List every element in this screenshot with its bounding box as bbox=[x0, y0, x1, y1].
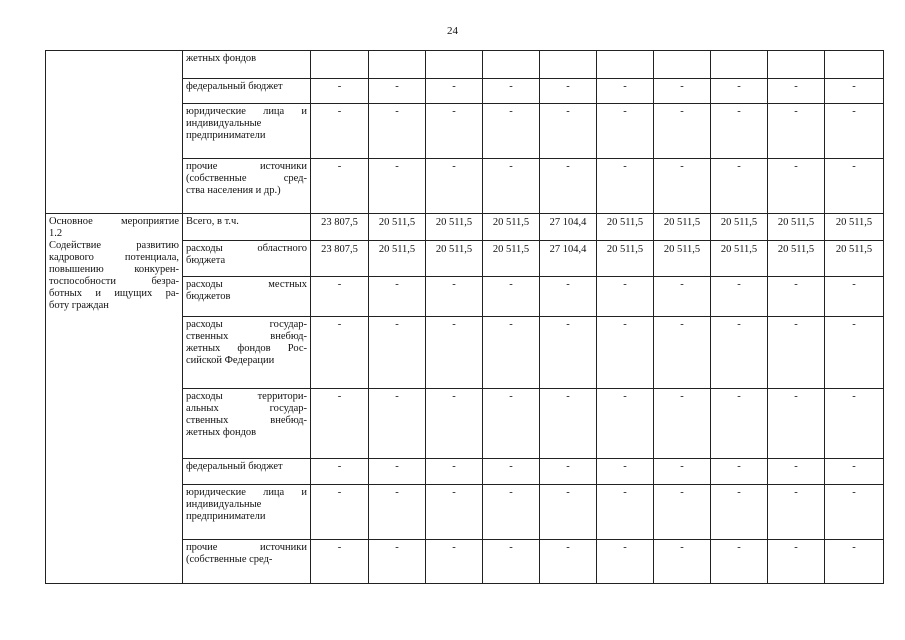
value-cell: 20 511,5 bbox=[768, 241, 825, 277]
value-cell: 20 511,5 bbox=[597, 241, 654, 277]
cell-line: расходы территори- bbox=[186, 391, 307, 402]
value-cell: - bbox=[426, 540, 483, 584]
value-cell: - bbox=[654, 317, 711, 389]
value-cell: - bbox=[825, 317, 884, 389]
value-cell bbox=[768, 51, 825, 79]
cell-line: Содействие развитию bbox=[49, 240, 179, 251]
value-cell: - bbox=[597, 459, 654, 485]
value-cell: - bbox=[825, 104, 884, 159]
cell-line: расходы государ- bbox=[186, 319, 307, 330]
value-cell: - bbox=[311, 159, 369, 214]
source-cell bbox=[183, 51, 311, 79]
value-cell: - bbox=[426, 485, 483, 540]
value-cell: 20 511,5 bbox=[426, 214, 483, 241]
value-cell: - bbox=[711, 104, 768, 159]
cell-line: боту граждан bbox=[49, 300, 109, 311]
value-cell bbox=[825, 51, 884, 79]
value-cell: - bbox=[483, 485, 540, 540]
cell-line: прочие источники bbox=[186, 161, 307, 172]
value-cell: - bbox=[654, 540, 711, 584]
value-cell: - bbox=[597, 159, 654, 214]
value-cell: - bbox=[768, 485, 825, 540]
value-cell: - bbox=[311, 389, 369, 459]
value-cell: 20 511,5 bbox=[483, 214, 540, 241]
cell-line: ственных внебюд- bbox=[186, 415, 307, 426]
value-cell: - bbox=[825, 277, 884, 317]
cell-line: кадрового потенциала, bbox=[49, 252, 179, 263]
value-cell: - bbox=[711, 277, 768, 317]
cell-line: жетных фондов Рос- bbox=[186, 343, 307, 354]
cell-line: тоспособности безра- bbox=[49, 276, 179, 287]
cell-line: ботных и ищущих ра- bbox=[49, 288, 179, 299]
value-cell: - bbox=[597, 540, 654, 584]
value-cell: - bbox=[311, 485, 369, 540]
cell-line: индивидуальные bbox=[186, 499, 262, 510]
source-cell bbox=[183, 277, 311, 317]
value-cell: - bbox=[426, 159, 483, 214]
value-cell: 20 511,5 bbox=[426, 241, 483, 277]
value-cell: - bbox=[711, 159, 768, 214]
value-cell: - bbox=[540, 540, 597, 584]
value-cell bbox=[597, 51, 654, 79]
cell-line: федеральный бюджет bbox=[186, 81, 283, 92]
value-cell: - bbox=[426, 389, 483, 459]
value-cell: 27 104,4 bbox=[540, 214, 597, 241]
value-cell: - bbox=[654, 485, 711, 540]
value-cell: 23 807,5 bbox=[311, 214, 369, 241]
cell-line: жетных фондов bbox=[186, 53, 257, 64]
value-cell: 20 511,5 bbox=[825, 214, 884, 241]
value-cell: - bbox=[654, 389, 711, 459]
cell-line: 1.2 bbox=[49, 228, 63, 239]
budget-table bbox=[45, 50, 884, 584]
value-cell: - bbox=[825, 540, 884, 584]
value-cell: 20 511,5 bbox=[654, 214, 711, 241]
cell-line: ственных внебюд- bbox=[186, 331, 307, 342]
activity-cell bbox=[46, 214, 183, 584]
value-cell: - bbox=[369, 317, 426, 389]
value-cell: - bbox=[369, 79, 426, 104]
value-cell bbox=[711, 51, 768, 79]
table-row bbox=[46, 51, 884, 79]
value-cell: - bbox=[311, 540, 369, 584]
value-cell: - bbox=[825, 159, 884, 214]
cell-line: Основное мероприятие bbox=[49, 216, 179, 227]
value-cell: - bbox=[711, 540, 768, 584]
value-cell: - bbox=[483, 317, 540, 389]
value-cell: - bbox=[711, 389, 768, 459]
value-cell: - bbox=[597, 389, 654, 459]
value-cell: - bbox=[311, 79, 369, 104]
value-cell: - bbox=[311, 104, 369, 159]
value-cell: 20 511,5 bbox=[483, 241, 540, 277]
value-cell: - bbox=[597, 317, 654, 389]
value-cell: - bbox=[654, 159, 711, 214]
value-cell: - bbox=[311, 277, 369, 317]
value-cell: 20 511,5 bbox=[654, 241, 711, 277]
cell-line: бюджета bbox=[186, 255, 226, 266]
value-cell: - bbox=[369, 540, 426, 584]
source-cell bbox=[183, 79, 311, 104]
value-cell: - bbox=[540, 485, 597, 540]
value-cell: - bbox=[426, 104, 483, 159]
value-cell: - bbox=[483, 104, 540, 159]
value-cell: - bbox=[711, 317, 768, 389]
value-cell: - bbox=[426, 277, 483, 317]
value-cell bbox=[311, 51, 369, 79]
value-cell: 20 511,5 bbox=[711, 214, 768, 241]
value-cell: 20 511,5 bbox=[369, 241, 426, 277]
value-cell: - bbox=[597, 485, 654, 540]
source-cell bbox=[183, 317, 311, 389]
value-cell: - bbox=[483, 540, 540, 584]
value-cell: - bbox=[483, 277, 540, 317]
value-cell: - bbox=[369, 277, 426, 317]
value-cell: - bbox=[483, 459, 540, 485]
value-cell: - bbox=[540, 104, 597, 159]
cell-line: юридические лица и bbox=[186, 106, 307, 117]
value-cell: 20 511,5 bbox=[597, 214, 654, 241]
source-cell bbox=[183, 159, 311, 214]
cell-line: (собственные сред- bbox=[186, 173, 307, 184]
value-cell: 20 511,5 bbox=[711, 241, 768, 277]
cell-line: федеральный бюджет bbox=[186, 461, 283, 472]
value-cell: - bbox=[540, 277, 597, 317]
cell-line: (собственные сред- bbox=[186, 554, 273, 565]
cell-line: альных государ- bbox=[186, 403, 307, 414]
value-cell: - bbox=[768, 79, 825, 104]
value-cell: - bbox=[540, 389, 597, 459]
value-cell: - bbox=[768, 104, 825, 159]
cell-line: бюджетов bbox=[186, 291, 231, 302]
value-cell: 20 511,5 bbox=[369, 214, 426, 241]
value-cell: - bbox=[483, 389, 540, 459]
cell-line: юридические лица и bbox=[186, 487, 307, 498]
cell-line: жетных фондов bbox=[186, 427, 257, 438]
source-cell bbox=[183, 389, 311, 459]
value-cell: - bbox=[369, 104, 426, 159]
value-cell: - bbox=[654, 277, 711, 317]
value-cell: - bbox=[768, 317, 825, 389]
activity-cell bbox=[46, 51, 183, 214]
cell-line: индивидуальные bbox=[186, 118, 262, 129]
value-cell: - bbox=[825, 79, 884, 104]
value-cell: - bbox=[825, 459, 884, 485]
cell-line: предприниматели bbox=[186, 511, 266, 522]
table-row bbox=[46, 214, 884, 241]
source-cell bbox=[183, 540, 311, 584]
value-cell bbox=[540, 51, 597, 79]
value-cell: 27 104,4 bbox=[540, 241, 597, 277]
value-cell: - bbox=[540, 79, 597, 104]
value-cell: - bbox=[540, 317, 597, 389]
value-cell: - bbox=[597, 104, 654, 159]
value-cell: - bbox=[369, 159, 426, 214]
value-cell: - bbox=[597, 277, 654, 317]
value-cell: - bbox=[426, 79, 483, 104]
value-cell: - bbox=[426, 317, 483, 389]
cell-line: Всего, в т.ч. bbox=[186, 216, 239, 227]
value-cell: - bbox=[540, 459, 597, 485]
value-cell: - bbox=[654, 459, 711, 485]
source-cell bbox=[183, 241, 311, 277]
value-cell: - bbox=[483, 79, 540, 104]
value-cell: 20 511,5 bbox=[768, 214, 825, 241]
source-cell bbox=[183, 485, 311, 540]
cell-line: предприниматели bbox=[186, 130, 266, 141]
table-body bbox=[46, 51, 884, 584]
cell-line: прочие источники bbox=[186, 542, 307, 553]
source-cell bbox=[183, 104, 311, 159]
value-cell: - bbox=[711, 459, 768, 485]
value-cell: - bbox=[597, 79, 654, 104]
value-cell bbox=[426, 51, 483, 79]
value-cell: - bbox=[654, 104, 711, 159]
value-cell bbox=[654, 51, 711, 79]
value-cell: - bbox=[369, 389, 426, 459]
cell-line: сийской Федерации bbox=[186, 355, 275, 366]
value-cell: - bbox=[768, 389, 825, 459]
value-cell: - bbox=[768, 159, 825, 214]
value-cell: - bbox=[768, 277, 825, 317]
value-cell: - bbox=[369, 459, 426, 485]
value-cell: - bbox=[825, 485, 884, 540]
value-cell: 20 511,5 bbox=[825, 241, 884, 277]
cell-line: расходы областного bbox=[186, 243, 307, 254]
value-cell: - bbox=[711, 79, 768, 104]
value-cell bbox=[369, 51, 426, 79]
value-cell: - bbox=[369, 485, 426, 540]
cell-line: повышению конкурен- bbox=[49, 264, 179, 275]
cell-line: расходы местных bbox=[186, 279, 307, 290]
page-number: 24 bbox=[447, 25, 458, 37]
value-cell: - bbox=[825, 389, 884, 459]
value-cell: - bbox=[311, 459, 369, 485]
value-cell bbox=[483, 51, 540, 79]
value-cell: 23 807,5 bbox=[311, 241, 369, 277]
value-cell: - bbox=[311, 317, 369, 389]
value-cell: - bbox=[711, 485, 768, 540]
value-cell: - bbox=[654, 79, 711, 104]
value-cell: - bbox=[768, 540, 825, 584]
value-cell: - bbox=[768, 459, 825, 485]
source-cell bbox=[183, 459, 311, 485]
cell-line: ства населения и др.) bbox=[186, 185, 281, 196]
source-cell bbox=[183, 214, 311, 241]
value-cell: - bbox=[483, 159, 540, 214]
value-cell: - bbox=[426, 459, 483, 485]
value-cell: - bbox=[540, 159, 597, 214]
